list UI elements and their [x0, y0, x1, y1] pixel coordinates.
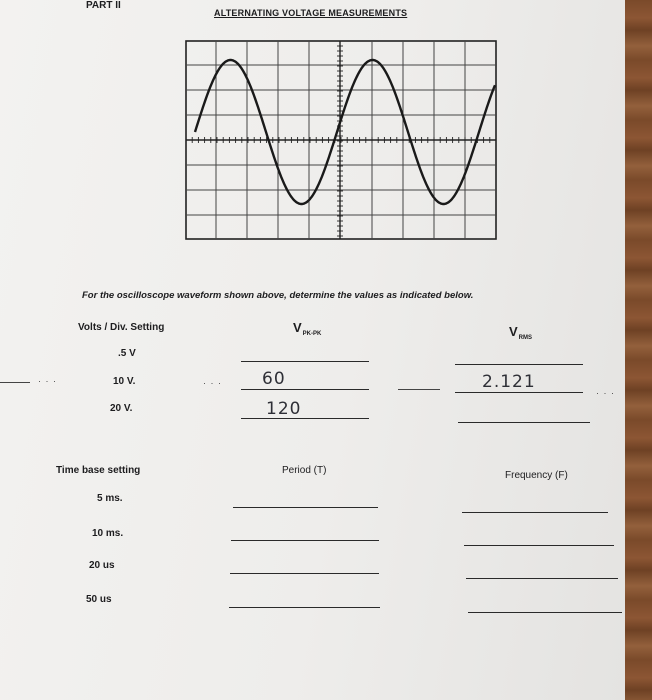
part-label: PART II: [86, 0, 121, 11]
freq-row-1-line[interactable]: [462, 512, 608, 513]
vrms-row-2-line[interactable]: [455, 392, 583, 393]
period-header: Period (T): [282, 465, 327, 476]
time-row-1-setting: 5 ms.: [97, 493, 123, 504]
fold-mark: [0, 382, 30, 383]
frequency-header: Frequency (F): [505, 470, 568, 481]
page-title: ALTERNATING VOLTAGE MEASUREMENTS: [214, 8, 408, 18]
dots: · · ·: [203, 378, 222, 388]
dots: · · ·: [596, 388, 615, 398]
divider-dash: [398, 389, 440, 390]
vrms-row-3-line[interactable]: [458, 422, 590, 423]
period-row-3-line[interactable]: [230, 573, 379, 574]
volts-row-1-setting: .5 V: [118, 348, 136, 359]
volts-row-3-setting: 20 V.: [110, 403, 133, 414]
time-row-2-setting: 10 ms.: [92, 528, 124, 539]
volts-div-header: Volts / Div. Setting: [78, 322, 165, 333]
time-base-header: Time base setting: [56, 465, 141, 476]
vpkpk-header: $V_{PK-PK}$: [293, 320, 322, 337]
vpkpk-row-3-value: 120: [266, 399, 302, 419]
vrms-header: $V_{RMS}$: [509, 324, 533, 341]
freq-row-2-line[interactable]: [464, 545, 614, 546]
vpkpk-row-3-line[interactable]: [241, 418, 369, 419]
freq-row-4-line[interactable]: [468, 612, 622, 613]
freq-row-3-line[interactable]: [466, 578, 618, 579]
vpkpk-row-2-value: 60: [262, 369, 286, 389]
instructions-text: For the oscilloscope waveform shown above, determine the values as indicated below.: [82, 290, 474, 301]
desk-edge: [625, 0, 652, 700]
vrms-row-2-value: 2.121: [482, 372, 536, 392]
vpkpk-row-2-line[interactable]: [241, 389, 369, 390]
period-row-4-line[interactable]: [229, 607, 380, 608]
period-row-1-line[interactable]: [233, 507, 378, 508]
time-row-4-setting: 50 us: [86, 594, 112, 605]
vrms-row-1-line[interactable]: [455, 364, 583, 365]
vpkpk-row-1-line[interactable]: [241, 361, 369, 362]
period-row-2-line[interactable]: [231, 540, 379, 541]
time-row-3-setting: 20 us: [89, 560, 115, 571]
volts-row-2-setting: 10 V.: [113, 376, 136, 387]
dots: · · ·: [38, 376, 57, 386]
oscilloscope-screen: [185, 40, 497, 240]
